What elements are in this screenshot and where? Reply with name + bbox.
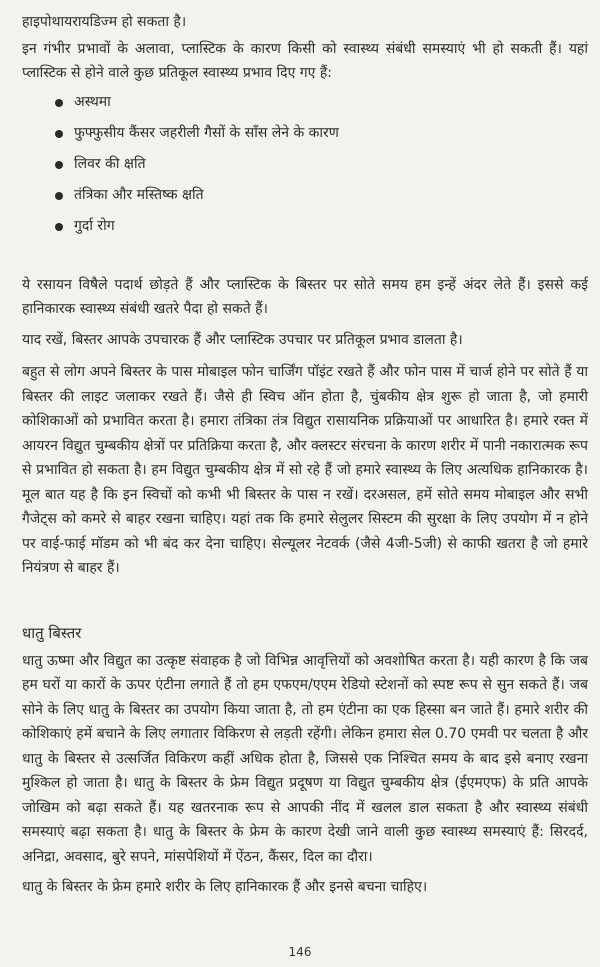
list-item [22, 183, 588, 214]
list-item [22, 152, 588, 183]
continued-line: हाइपोथायरायडिज्म हो सकता है। [22, 14, 187, 30]
list-item [22, 214, 588, 245]
bullet-icon [55, 192, 63, 200]
conclusion-paragraph: धातु के बिस्तर के फ्रेम हमारे शरीर के लिए हानिकारक हैं और इनसे बचना चाहिए। [22, 879, 428, 895]
bullet-icon [55, 130, 63, 138]
list-item-text: गुर्दा रोग [74, 217, 115, 234]
intro-paragraph: इन गंभीर प्रभावों के अलावा, प्लास्टिक के कारण किसी को स्वास्थ्य संबंधी समस्याएं भी हो सकती हैं। यहां प्लास्टिक से होने वाले कुछ प्रतिकूल स्वास्थ्य प्रभाव दिए गए हैं: [22, 40, 588, 81]
list-item-text: तंत्रिका और मस्तिष्क क्षति [74, 186, 204, 203]
bullet-icon [55, 161, 63, 169]
section-heading: धातु बिस्तर [22, 623, 82, 642]
list-item [22, 121, 588, 152]
list-item [22, 90, 588, 121]
metal-bed-paragraph: धातु ऊष्मा और विद्युत का उत्कृष्ट संवाहक है जो विभिन्न आवृत्तियों को अवशोषित करता है। यही कारण है कि जब हम घरों या कारों के ऊपर एंटीना लगाते हैं तो हम एफएम/एएम रेडियो स्टेशनों को स्पष्ट रूप से सुन सकते हैं। जब सोने के लिए धातु के बिस्तर का उपयोग किया जाता है, तो हम एंटीना का एक हिस्सा बन जाते हैं। हमारे शरीर की कोशिकाएं हमें बचाने के लिए लगातार विकिरण से लड़ती रहेंगी। लेकिन हमारा सेल 0.70 एमवी पर चलता है और धातु के बिस्तर से उत्सर्जित विकिरण कहीं अधिक होता है, जिससे एक निश्चित समय के बाद इसे बनाए रखना मुश्किल हो जाता है। धातु के बिस्तर के फ्रेम विद्युत प्रदूषण या विद्युत चुम्बकीय क्षेत्र (ईएमएफ) के प्रति आपके जोखिम को बढ़ा सकते हैं। यह खतरनाक रूप से आपकी नींद में खलल डाल सकता है और स्वास्थ्य संबंधी समस्याएं बढ़ा सकता है। धातु के बिस्तर के फ्रेम के कारण देखी जाने वाली कुछ स्वास्थ्य समस्याएं हैं: सिरदर्द, अनिद्रा, अवसाद, बुरे सपने, मांसपेशियों में ऐंठन, कैंसर, दिल का दौरा। [22, 652, 588, 865]
list-item-text: फुफ्फुसीय कैंसर जहरीली गैसों के साँस लेने के कारण [74, 124, 339, 141]
page-number: 146 [288, 945, 312, 959]
health-effects-list [22, 90, 588, 245]
list-item-text: लिवर की क्षति [74, 155, 146, 172]
chemicals-paragraph: ये रसायन विषैले पदार्थ छोड़ते हैं और प्लास्टिक के बिस्तर पर सोते समय हम इन्हें अंदर लेते हैं। इससे कई हानिकारक स्वास्थ्य संबंधी खतरे पैदा हो सकते हैं। [22, 276, 588, 317]
bullet-icon [55, 99, 63, 107]
remember-paragraph: याद रखें, बिस्तर आपके उपचारक हैं और प्लास्टिक उपचार पर प्रतिकूल प्रभाव डालता है। [22, 331, 463, 348]
list-item-text: अस्थमा [74, 93, 111, 110]
phones-paragraph: बहुत से लोग अपने बिस्तर के पास मोबाइल फोन चार्जिंग पॉइंट रखते हैं और फोन पास में चार्ज होने पर सोते हैं या बिस्तर की लाइट जलाकर रखते हैं। जैसे ही स्विच ऑन होता है, चुंबकीय क्षेत्र शुरू हो जाता है, जो हमारी कोशिकाओं को प्रभावित करता है। हमारा तंत्रिका तंत्र विद्युत रासायनिक प्रक्रियाओं पर आधारित है। हमारे रक्त में आयरन विद्युत चुम्बकीय क्षेत्रों पर प्रतिक्रिया करता है, और क्लस्टर संरचना के कारण शरीर में पानी नकारात्मक रूप से प्रभावित हो सकता है। हम विद्युत चुम्बकीय क्षेत्र में सो रहे हैं जो हमारे स्वास्थ्य के लिए अत्यधिक हानिकारक है। मूल बात यह है कि इन स्विचों को कभी भी बिस्तर के पास न रखें। दरअसल, हमें सोते समय मोबाइल और सभी गैजेट्स को कमरे से बाहर रखना चाहिए। यहां तक कि हमारे सेलुलर सिस्टम की सुरक्षा के लिए उपयोग में न होने पर वाई-फाई मॉडम को भी बंद कर देना चाहिए। सेल्यूलर नेटवर्क (जैसे 4जी-5जी) से काफी खतरा है जो हमारे नियंत्रण से बाहर हैं। [22, 364, 588, 576]
bullet-icon [55, 223, 63, 231]
